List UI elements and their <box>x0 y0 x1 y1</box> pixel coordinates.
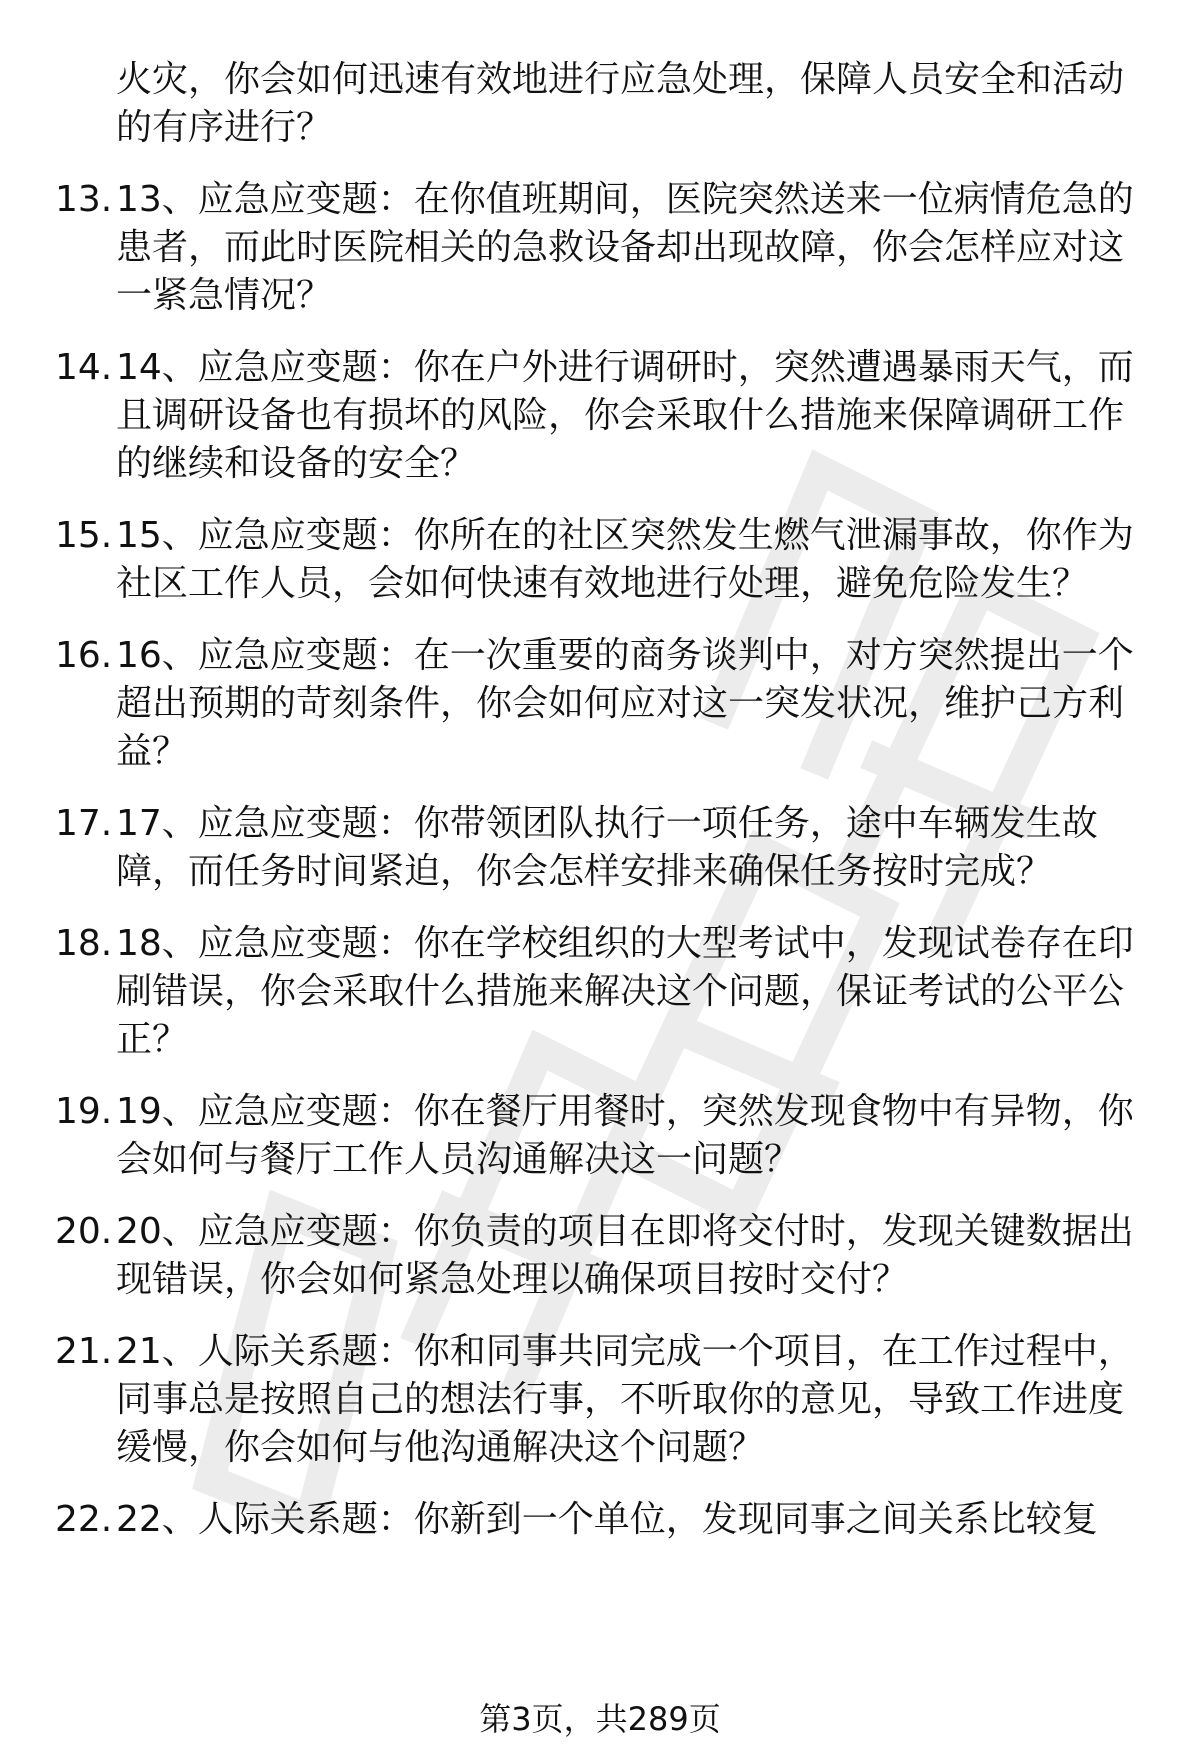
text-line: 的有序进行？ <box>116 107 333 148</box>
list-item-text-line: 超出预期的苛刻条件，你会如何应对这一突发状况，维护己方利 <box>116 683 1125 724</box>
list-item-number: 14. <box>55 347 113 388</box>
list-item-text-line: 20、应急应变题：你负责的项目在即将交付时，发现关键数据出 <box>116 1211 1134 1252</box>
list-item-text-line: 13、应急应变题：在你值班期间，医院突然送来一位病情危急的 <box>116 179 1134 220</box>
list-item-text-line: 16、应急应变题：在一次重要的商务谈判中，对方突然提出一个 <box>116 635 1134 676</box>
list-item-text-line: 同事总是按照自己的想法行事，不听取你的意见，导致工作进度 <box>116 1379 1125 1420</box>
list-item-number: 13. <box>55 179 113 220</box>
list-item-text-line: 的继续和设备的安全？ <box>116 443 477 484</box>
list-item-text-line: 会如何与餐厅工作人员沟通解决这一问题？ <box>116 1139 801 1180</box>
list-item-text-line: 一紧急情况？ <box>116 275 333 316</box>
list-item-text-line: 缓慢，你会如何与他沟通解决这个问题？ <box>116 1427 765 1468</box>
list-item-text-line: 患者，而此时医院相关的急救设备却出现故障，你会怎样应对这 <box>116 227 1125 268</box>
list-item-number: 18. <box>55 923 113 964</box>
list-item-text-line: 益？ <box>116 731 189 772</box>
list-item-number: 20. <box>55 1211 113 1252</box>
list-item-text-line: 刷错误，你会采取什么措施来解决这个问题，保证考试的公平公 <box>116 971 1125 1012</box>
list-item-text-line: 14、应急应变题：你在户外进行调研时，突然遭遇暴雨天气，而 <box>116 347 1134 388</box>
list-item-text-line: 正？ <box>116 1019 189 1060</box>
page-footer: 第3页，共289页 <box>479 1700 721 1738</box>
list-item-text-line: 且调研设备也有损坏的风险，你会采取什么措施来保障调研工作 <box>116 395 1125 436</box>
list-item-text-line: 18、应急应变题：你在学校组织的大型考试中，发现试卷存在印 <box>116 923 1134 964</box>
list-item-text-line: 社区工作人员，会如何快速有效地进行处理，避免危险发生？ <box>116 563 1089 604</box>
list-item-text-line: 22、人际关系题：你新到一个单位，发现同事之间关系比较复 <box>116 1499 1098 1540</box>
list-item-number: 21. <box>55 1331 113 1372</box>
list-item-text-line: 障，而任务时间紧迫，你会怎样安排来确保任务按时完成？ <box>116 851 1053 892</box>
list-item-text-line: 现错误，你会如何紧急处理以确保项目按时交付？ <box>116 1259 909 1300</box>
list-item-text-line: 15、应急应变题：你所在的社区突然发生燃气泄漏事故，你作为 <box>116 515 1134 556</box>
list-item-number: 22. <box>55 1499 113 1540</box>
list-item-number: 16. <box>55 635 113 676</box>
list-item-number: 19. <box>55 1091 113 1132</box>
list-item-number: 15. <box>55 515 113 556</box>
list-item-text-line: 17、应急应变题：你带领团队执行一项任务，途中车辆发生故 <box>116 803 1098 844</box>
list-item-text-line: 21、人际关系题：你和同事共同完成一个项目，在工作过程中， <box>116 1331 1134 1372</box>
text-line: 火灾，你会如何迅速有效地进行应急处理，保障人员安全和活动 <box>116 59 1125 100</box>
list-item-number: 17. <box>55 803 113 844</box>
list-item-text-line: 19、应急应变题：你在餐厅用餐时，突然发现食物中有异物，你 <box>116 1091 1134 1132</box>
